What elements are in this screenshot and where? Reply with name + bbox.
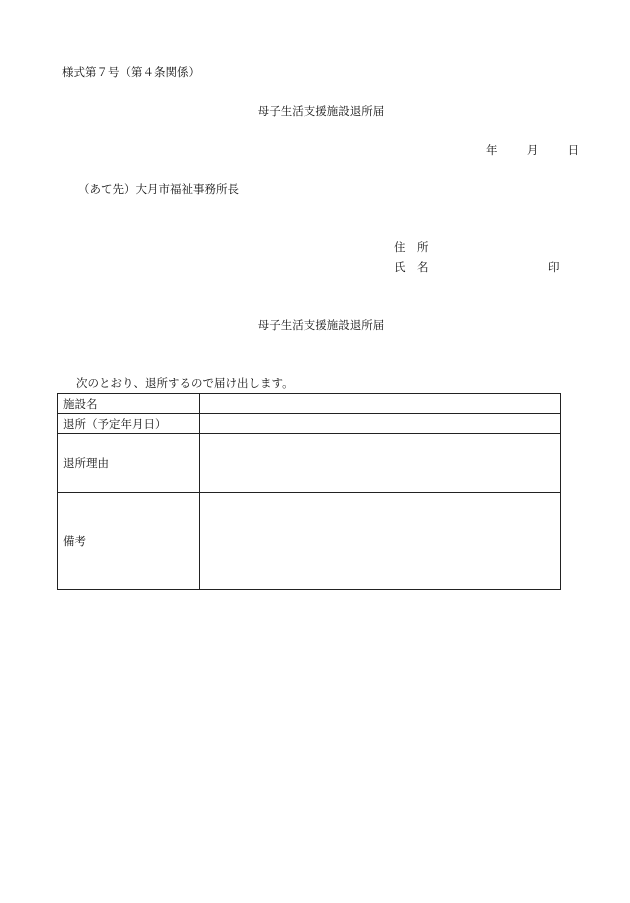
address-label: 住 所 bbox=[394, 240, 429, 254]
table-row-leave-date bbox=[58, 414, 561, 434]
date-year-label: 年 bbox=[486, 143, 498, 157]
leave-date-field[interactable] bbox=[200, 414, 561, 434]
remarks-label: 備考 bbox=[58, 493, 200, 590]
table-row-facility bbox=[58, 394, 561, 414]
intro-text: 次のとおり、退所するので届け出します。 bbox=[76, 376, 294, 390]
facility-name-field[interactable] bbox=[200, 394, 561, 414]
table-row-reason bbox=[58, 434, 561, 493]
leave-reason-field[interactable] bbox=[200, 434, 561, 493]
seal-label: 印 bbox=[548, 260, 560, 274]
date-day-label: 日 bbox=[567, 143, 580, 157]
facility-name-label: 施設名 bbox=[58, 394, 200, 414]
addressee: （あて先）大月市福祉事務所長 bbox=[78, 182, 239, 196]
date-month-label: 月 bbox=[526, 143, 539, 157]
form-number: 様式第７号（第４条関係） bbox=[62, 65, 200, 79]
detail-table bbox=[57, 393, 561, 590]
leave-date-label: 退所（予定年月日） bbox=[58, 414, 200, 434]
remarks-field[interactable] bbox=[200, 493, 561, 590]
leave-reason-label: 退所理由 bbox=[58, 434, 200, 493]
table-row-remarks bbox=[58, 493, 561, 590]
name-label: 氏 名 bbox=[394, 260, 429, 274]
document-title-secondary: 母子生活支援施設退所届 bbox=[257, 318, 385, 332]
date-line bbox=[486, 145, 579, 157]
document-title: 母子生活支援施設退所届 bbox=[257, 104, 385, 118]
